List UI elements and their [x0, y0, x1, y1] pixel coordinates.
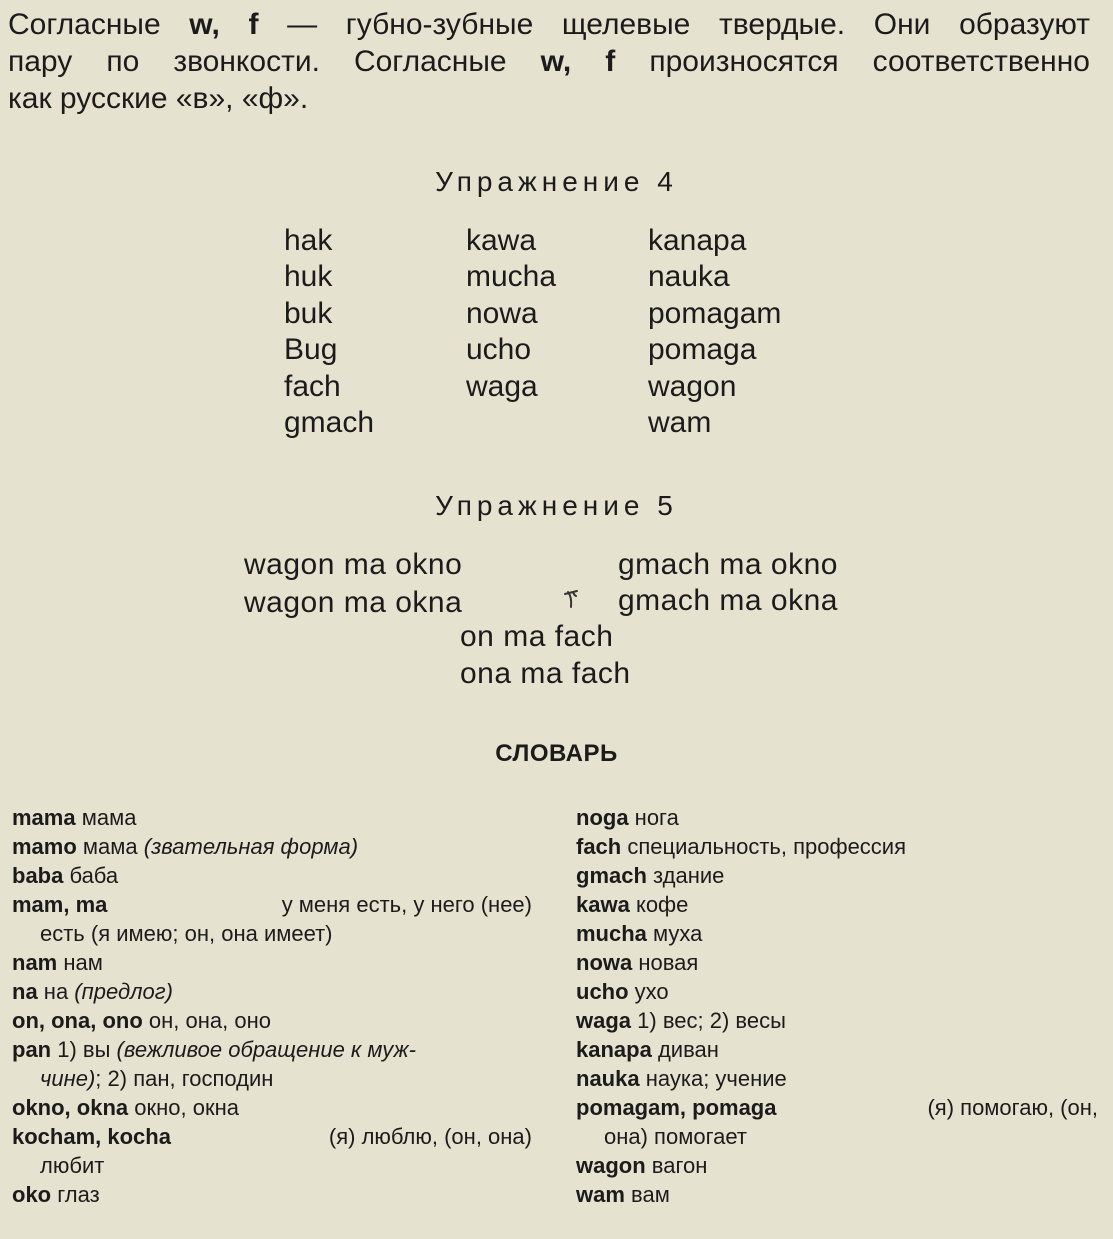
vocab-translation: здание [646, 863, 725, 888]
vocab-entry [576, 1006, 1098, 1035]
vocabulary-title: СЛОВАРЬ [495, 740, 618, 767]
vocab-translation: он, она, оно [142, 1008, 271, 1033]
vocab-entry [576, 1064, 1098, 1093]
vocab-entry [576, 1180, 1098, 1209]
vocab-word: wagon [576, 1153, 646, 1178]
vocab-word: nauka [576, 1066, 640, 1091]
word: buk [284, 296, 333, 330]
vocab-entry [576, 832, 1098, 861]
vocab-word: kanapa [576, 1037, 652, 1062]
vocab-translation: нам [57, 950, 103, 975]
vocab-translation: 1) вы [51, 1037, 117, 1062]
consonants-bold: w, f [540, 45, 616, 78]
exercise-4-column-2 [466, 223, 556, 405]
vocab-word: na [12, 979, 38, 1004]
exercise-5-title: Упражнение 5 [435, 490, 678, 521]
vocab-word: pomagam, pomaga [576, 1095, 777, 1120]
vocab-note: чине) [40, 1066, 96, 1091]
vocab-entry-continuation: есть (я имею; он, она имеет) [40, 921, 333, 946]
vocab-word: oko [12, 1182, 52, 1207]
vocab-entry-continuation: она) помогает [604, 1124, 747, 1149]
vocab-translation: 1) вес; 2) весы [631, 1008, 786, 1033]
vocab-word: mam, ma [12, 892, 108, 917]
vocab-note: (вежливое обращение к муж- [116, 1037, 416, 1062]
vocab-entry [12, 861, 532, 890]
exercise-5-sentence: ona ma fach [460, 657, 631, 690]
exercise-5-sentence: on ma fach [460, 620, 614, 653]
vocab-entry-continuation: любит [40, 1153, 105, 1178]
vocab-translation: (я) люблю, (он, она) [328, 1124, 532, 1149]
word: kanapa [648, 224, 747, 257]
vocab-word: baba [12, 863, 64, 888]
vocab-entry [12, 977, 532, 1006]
word: hak [284, 224, 333, 257]
vocab-word: mamo [12, 834, 77, 859]
vocab-entry-continuation [12, 1064, 532, 1093]
word: pomagam [648, 296, 782, 330]
word: wam [648, 406, 712, 440]
vocab-entry [12, 1035, 532, 1064]
intro-line-3: как русские «в», «ф». [8, 82, 309, 115]
vocab-translation: наука; учение [639, 1066, 787, 1091]
vocab-word: mucha [576, 921, 647, 946]
vocab-word: noga [576, 805, 629, 830]
vocab-word: pan [12, 1037, 52, 1062]
word: wagon [648, 369, 737, 403]
vocab-word: wam [576, 1182, 625, 1207]
vocab-translation: вам [624, 1182, 670, 1207]
exercise-4-title: Упражнение 4 [435, 166, 678, 197]
vocabulary-left-column [12, 803, 532, 1209]
vocab-word: fach [576, 834, 622, 859]
vocab-entry [576, 1093, 1098, 1122]
exercise-4-column-1 [284, 223, 374, 441]
vocab-entry [576, 1035, 1098, 1064]
vocab-entry [576, 1151, 1098, 1180]
vocab-word: on, ona, ono [12, 1008, 143, 1033]
vocab-note: (звательная форма) [143, 834, 359, 859]
word: Bug [284, 333, 338, 367]
vocabulary-right-column [576, 803, 1098, 1209]
word: mucha [466, 260, 557, 294]
exercise-5-sentence: gmach ma okna [618, 584, 838, 617]
vocab-translation: ухо [628, 979, 669, 1004]
vocab-entry [12, 890, 532, 919]
vocab-translation: кофе [629, 892, 689, 917]
vocab-word: nowa [576, 950, 633, 975]
vocab-entry [576, 861, 1098, 890]
vocab-translation: ; 2) пан, господин [95, 1066, 274, 1091]
vocab-note: (предлог) [74, 979, 173, 1004]
vocab-word: kocham, kocha [12, 1124, 171, 1149]
pen-mark-icon [562, 588, 582, 610]
vocab-word: mama [12, 805, 76, 830]
vocab-entry [576, 977, 1098, 1006]
intro-line-2: пару по звонкости. Согласные w, f произносятся соответственно [8, 45, 1090, 78]
vocab-entry [12, 832, 532, 861]
consonants-bold: w, f [189, 8, 259, 41]
vocab-translation: новая [632, 950, 699, 975]
word: kawa [466, 224, 537, 257]
exercise-5-sentence: wagon ma okno [244, 548, 463, 581]
vocab-entry [576, 890, 1098, 919]
intro-line-1: Согласные w, f — губно-зубные щелевые твердые. Они образуют [8, 8, 1090, 41]
vocab-translation: нога [628, 805, 679, 830]
vocab-translation: у меня есть, у него (нее) [281, 892, 532, 917]
word: fach [284, 369, 341, 403]
word: nauka [648, 260, 730, 294]
word: gmach [284, 406, 375, 440]
word: nowa [466, 296, 538, 330]
vocab-translation: глаз [51, 1182, 100, 1207]
exercise-5-sentence: gmach ma okno [618, 548, 838, 581]
vocab-word: gmach [576, 863, 647, 888]
vocab-entry [12, 1180, 532, 1209]
vocab-translation: мама [76, 834, 144, 859]
vocab-word: okno, okna [12, 1095, 129, 1120]
exercise-4-column-3 [648, 223, 781, 441]
vocab-word: nam [12, 950, 58, 975]
vocab-translation: мама [75, 805, 137, 830]
vocab-translation: окно, окна [128, 1095, 239, 1120]
vocab-translation: на [37, 979, 75, 1004]
vocab-entry [12, 803, 532, 832]
word: pomaga [648, 333, 757, 367]
vocab-entry [576, 803, 1098, 832]
vocab-entry [12, 948, 532, 977]
vocab-entry [576, 919, 1098, 948]
vocab-word: kawa [576, 892, 630, 917]
vocab-translation: (я) помогаю, (он, [927, 1095, 1098, 1120]
vocab-translation: баба [63, 863, 119, 888]
vocab-word: ucho [576, 979, 629, 1004]
intro-paragraph [8, 6, 1090, 117]
word: huk [284, 260, 333, 294]
vocab-word: waga [576, 1008, 632, 1033]
vocab-entry [576, 948, 1098, 977]
vocab-translation: диван [651, 1037, 719, 1062]
vocab-translation: специальность, профессия [621, 834, 907, 859]
word: waga [466, 369, 538, 403]
vocab-entry [12, 1006, 532, 1035]
exercise-5-sentence: wagon ma okna [244, 586, 463, 619]
vocab-entry [12, 1122, 532, 1151]
vocab-translation: муха [646, 921, 703, 946]
vocab-translation: вагон [645, 1153, 708, 1178]
vocab-entry [12, 1093, 532, 1122]
word: ucho [466, 333, 532, 367]
